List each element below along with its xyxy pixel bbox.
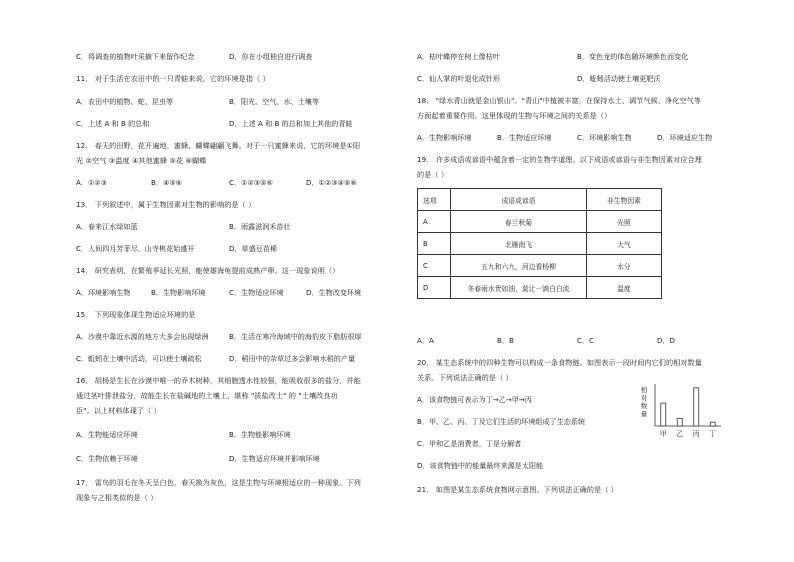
table-cell: B bbox=[418, 233, 451, 255]
q19-stem-line1: 19． 许多成语或谚语中蕴含着一定的生物学道理。以下成语或谚语与非生物因素对应合理 bbox=[417, 155, 702, 164]
q10-option-c: C．将调查的植物叶采摘下来留作纪念 bbox=[76, 52, 195, 61]
q13-stem: 13． 下列叙述中，属于生物因素对生物的影响的是（ ） bbox=[76, 200, 256, 209]
q16-option-b: B．生物能影响环境 bbox=[229, 430, 291, 439]
chart-ylabel-char: 相 bbox=[640, 386, 648, 394]
q12-option-d: D．①②③④⑤⑥ bbox=[306, 178, 357, 187]
table-row bbox=[418, 255, 662, 277]
q14-option-a: A．环境影响生物 bbox=[76, 288, 131, 297]
q20-option-b: B．甲、乙、丙、丁及它们生活的环境组成了生态系统 bbox=[417, 417, 586, 426]
q15-option-b: B．生活在寒冷海域中的海豹皮下脂肪很厚 bbox=[229, 332, 362, 341]
q17-option-c: C．仙人掌的叶退化成针形 bbox=[417, 74, 500, 83]
q11-option-d: D．上述 A 和 B 的总和加上其他的青蛙 bbox=[229, 119, 353, 128]
q11-option-b: B．阳光、空气、水、土壤等 bbox=[229, 97, 319, 106]
table-cell: 光照 bbox=[586, 211, 661, 233]
chart-x-labels bbox=[660, 430, 717, 438]
table-header-cell: 选项 bbox=[418, 189, 451, 211]
q12-option-c: C．①②③⑤⑥ bbox=[229, 178, 273, 187]
chart-bar-0 bbox=[661, 403, 666, 426]
q19-option-b: B．B bbox=[497, 336, 514, 345]
table-row bbox=[418, 233, 662, 255]
q13-option-d: D．草盛豆苗稀 bbox=[229, 244, 278, 253]
chart-bar-1 bbox=[677, 418, 682, 426]
q16-option-d: D．生物适应环境并影响环境 bbox=[229, 454, 320, 463]
table-cell: 春兰秋菊 bbox=[451, 211, 587, 233]
table-cell: 大气 bbox=[586, 233, 661, 255]
table-row bbox=[418, 211, 662, 233]
chart-x-tick-label: 丁 bbox=[709, 430, 717, 438]
chart-x-tick-label: 乙 bbox=[676, 430, 684, 438]
q17-option-b: B．变色龙的体色随环境颜色而变化 bbox=[577, 52, 689, 61]
q15-option-a: A．沙漠中靠近水源的地方大多会出现绿洲 bbox=[76, 332, 209, 341]
table-header-row bbox=[418, 189, 662, 211]
table-header-cell: 非生物因素 bbox=[586, 189, 661, 211]
table-cell: 北雁南飞 bbox=[451, 233, 587, 255]
q21-stem: 21． 如图是某生态系统食物网示意图。下列说法正确的是（ ） bbox=[417, 485, 618, 494]
table-cell: A bbox=[418, 211, 451, 233]
q20-stem-line2: 关系。下列说法正确的是（ ） bbox=[417, 373, 513, 382]
q14-option-d: D．生物改变环境 bbox=[306, 288, 362, 297]
q13-option-b: B．雨露滋润禾苗壮 bbox=[229, 222, 291, 231]
q12-stem-line1: 12． 春天的田野，花开遍地，蜜蜂、蝴蝶翩翩飞舞。对于一只蜜蜂来说，它的环境是①阳 bbox=[76, 141, 361, 150]
table-cell: 冬春雨水贵如油，莫让一滴白白流 bbox=[451, 277, 587, 299]
q12-stem-line2: 光 ②空气 ③温度 ④其他蜜蜂 ⑤花 ⑥蝴蝶 bbox=[76, 156, 207, 165]
q16-stem-line2: 通过茎叶排泄盐分，故能生长在盐碱地的土壤上，堪称 "拔盐改土" 的 "土壤改良功 bbox=[76, 391, 338, 400]
q18-stem-line1: 18． "绿水青山就是金山银山"。"青山"中植被丰富，在保持水土、调节气候、净化空气等 bbox=[417, 96, 702, 105]
chart-x-tick-label: 丙 bbox=[692, 430, 700, 438]
q18-option-c: C．环境影响生物 bbox=[577, 133, 632, 142]
q19-option-c: C．C bbox=[577, 336, 594, 345]
chart-ylabel-char: 对 bbox=[640, 394, 648, 402]
q16-option-a: A．生物能适应环境 bbox=[76, 430, 138, 439]
chart-bar-3 bbox=[710, 422, 715, 426]
chart-ylabel-char: 数 bbox=[640, 402, 648, 410]
q12-option-a: A．①②③ bbox=[76, 178, 108, 187]
q15-option-c: C．蚯蚓在土壤中活动，可以使土壤疏松 bbox=[76, 354, 202, 363]
q17-option-d: D．蚯蚓活动使土壤更肥沃 bbox=[577, 74, 661, 83]
table-header-cell: 成语或谚语 bbox=[451, 189, 587, 211]
table-cell: 五九和六九，河边看杨柳 bbox=[451, 255, 587, 277]
q20-stem-line1: 20． 某生态系统中的四种生物可以构成一条食物链。如图表示一段时间内它们的相对数量 bbox=[417, 358, 702, 367]
q18-option-d: D．环境适应生物 bbox=[657, 133, 713, 142]
q20-option-a: A．该食物链可表示为丁→乙→甲→丙 bbox=[417, 395, 532, 404]
q19-stem-line2: 的是（ ） bbox=[417, 170, 449, 179]
q14-option-b: B．生物影响环境 bbox=[151, 288, 206, 297]
q11-option-a: A．农田中的植物、蛇、昆虫等 bbox=[76, 97, 174, 106]
q17-stem-line2: 现象与之相类似的是（ ） bbox=[76, 493, 158, 502]
q18-option-b: B．生物适应环境 bbox=[497, 133, 552, 142]
chart-bar-2 bbox=[694, 388, 699, 426]
table-cell: C bbox=[418, 255, 451, 277]
q14-option-c: C．生物适应环境 bbox=[229, 288, 284, 297]
chart-ylabel bbox=[641, 385, 648, 418]
q17-stem-line1: 17． 雷鸟的羽毛在冬天呈白色，春天换为灰色，这是生物与环境相适应的一种现象。下列 bbox=[76, 478, 361, 487]
q13-option-c: C．人间四月芳菲尽，山寺桃花始盛开 bbox=[76, 244, 195, 253]
chart-ylabel-char: 量 bbox=[640, 410, 648, 418]
q19-option-a: A．A bbox=[417, 336, 434, 345]
q18-option-a: A．生物影响环境 bbox=[417, 133, 472, 142]
chart-x-tick-label: 甲 bbox=[659, 430, 667, 438]
table-row bbox=[418, 277, 662, 299]
q11-stem: 11． 对于生活在农田中的一只青蛙来说，它的环境是指（ ） bbox=[76, 74, 270, 83]
q20-option-d: D．该食物链中的能量最终来源是太阳能 bbox=[417, 461, 544, 470]
q16-stem-line1: 16． 胡杨是生长在沙漠中唯一的乔木树种，其细胞透水性较强，能吸收很多的盐分，并能 bbox=[76, 376, 361, 385]
q11-option-c: C．上述 A 和 B 的总和 bbox=[76, 119, 150, 128]
q14-stem: 14． 研究表明，在繁殖季延长光照，能使雄海龟提前成熟产卵。这一现象说明（） bbox=[76, 266, 340, 275]
table-cell: 水分 bbox=[586, 255, 661, 277]
q20-bar-chart bbox=[625, 380, 725, 440]
q10-option-d: D．你在小组独自进行调查 bbox=[229, 52, 313, 61]
q16-option-c: C．生物依赖于环境 bbox=[76, 454, 138, 463]
q20-option-c: C．甲和乙是消费者，丁是分解者 bbox=[417, 439, 522, 448]
q17-option-a: A．枯叶蝶停在树上像枯叶 bbox=[417, 52, 500, 61]
q15-stem: 15． 下列现象体现生物适应环境的是 bbox=[76, 310, 196, 319]
q13-option-a: A．春来江水绿如蓝 bbox=[76, 222, 138, 231]
q18-stem-line2: 方面起着重要作用。这里体现的生物与环境之间的关系是（） bbox=[417, 111, 612, 120]
q15-option-d: D．稻田中的杂草过多会影响水稻的产量 bbox=[229, 354, 356, 363]
q19-option-d: D．D bbox=[657, 336, 676, 345]
table-cell: D bbox=[418, 277, 451, 299]
chart-bars bbox=[661, 388, 716, 426]
q19-table bbox=[417, 188, 662, 299]
table-cell: 温度 bbox=[586, 277, 661, 299]
q16-stem-line3: 臣"。以上材料体现了（ ） bbox=[76, 406, 161, 415]
q12-option-b: B．④⑤⑥ bbox=[151, 178, 183, 187]
